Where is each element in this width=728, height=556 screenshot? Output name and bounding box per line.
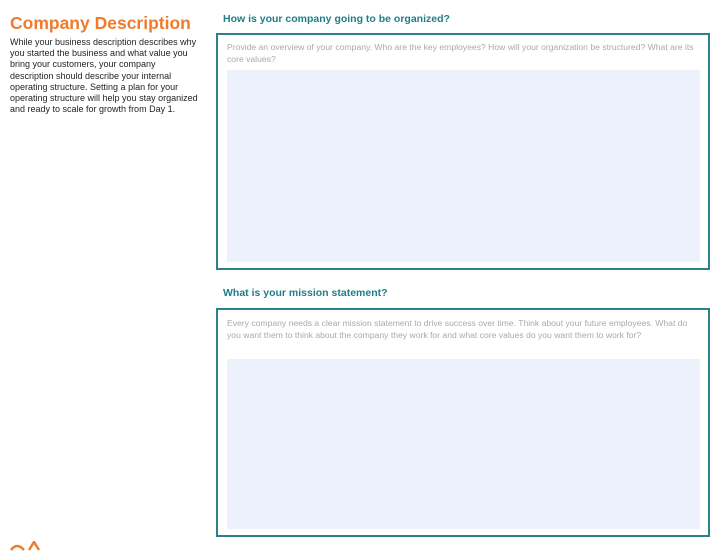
organization-prompt: Provide an overview of your company. Who are the key employees? How will your organization be structured? What are its core values? bbox=[227, 42, 694, 64]
sidebar-description: While your business description describes why you started the business and what value you bring your customers, your company description should describe your internal operating structure. Setting a plan for your operating structure will help you stay organized and ready to scale for growth from Day 1. bbox=[10, 37, 198, 115]
mission-prompt: Every company needs a clear mission statement to drive success over time. Think about your future employees. What do you want them to think about the company they work for and what core values do you want them to work for? bbox=[227, 318, 688, 340]
sidebar bbox=[10, 12, 198, 115]
organization-answer-input[interactable] bbox=[227, 70, 700, 262]
brand-logo-icon bbox=[9, 538, 57, 548]
organization-field bbox=[216, 33, 710, 270]
organization-heading: How is your company going to be organized? bbox=[223, 13, 450, 25]
mission-heading: What is your mission statement? bbox=[223, 287, 388, 299]
page-title: Company Description bbox=[10, 13, 191, 33]
mission-answer-input[interactable] bbox=[227, 359, 700, 529]
mission-field bbox=[216, 308, 710, 537]
